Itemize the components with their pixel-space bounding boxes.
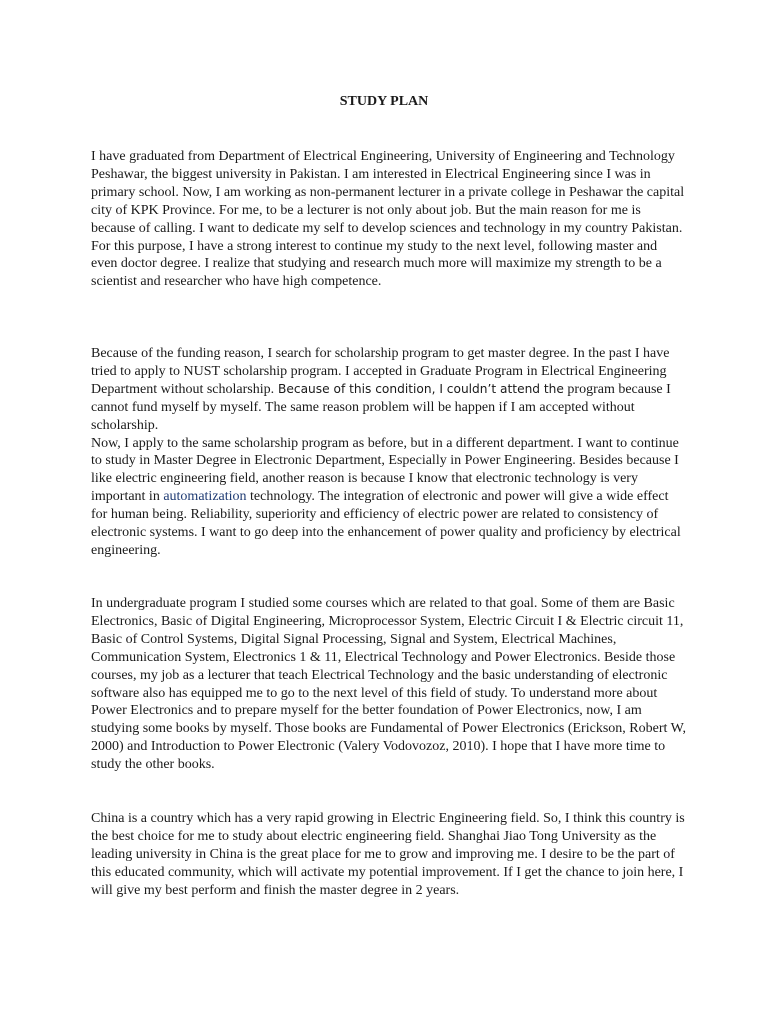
paragraph-courses: In undergraduate program I studied some courses which are related to that goal. Some of them are Basic Electronics, Basic of Digital Engineering, Microprocessor System, Electric Circuit I & Electric circuit 11, Basic of Control Systems, Digital Signal Processing, Signal and System, Electrical Machines, Communication System, Electronics 1 & 11, Electrical Technology and Power Electronics. Beside those courses, my job as a lecturer that teach Electrical Technology and the basic understanding of electronic software also has equipped me to go to the next level of this field of study. To understand more about Power Electronics and to prepare myself for the better foundation of Power Electronics, now, I am studying some books by myself. Those books are Fundamental of Power Electronics (Erickson, Robert W, 2000) and Introduction to Power Electronic (Valery Vodovozoz, 2010). I hope that I have more time to study the other books.	[91, 596, 687, 773]
paragraph-apply-part1: Now, I apply to the same scholarship program as before, but in a different department. I want to continue to study in Master Degree in Electronic Department, Especially in Power Engineering. Besides because I like electric engineering field, another reason is because I know that electronic technology is very important in	[91, 435, 679, 505]
paragraph-background: I have graduated from Department of Electrical Engineering, University of Engineering and Technology Peshawar, the biggest university in Pakistan. I am interested in Electrical Engineering since I was in primary school. Now, I am working as non-permanent lecturer in a private college in Peshawar the capital city of KPK Province. For me, to be a lecturer is not only about job. But the main reason for me is because of calling. I want to dedicate my self to develop sciences and technology in my country Pakistan. For this purpose, I have a strong interest to continue my study to the next level, following master and even doctor degree. I realize that studying and research much more will maximize my strength to be a scientist and researcher who have high competence.	[91, 149, 685, 290]
paragraph-apply	[91, 435, 687, 560]
paragraph-apply-part2: technology. The integration of electronic and power will give a wide effect for human being. Reliability, superiority and efficiency of electric power are related to consistency of electronic systems. I want to go deep into the enhancement of power quality and proficiency by electrical engineering.	[91, 489, 681, 558]
paragraph-apply-highlight: automatization	[163, 489, 247, 505]
paragraph-funding-part3: program because I cannot fund myself by myself. The same reason problem will be happen if I am accepted without scholarship.	[91, 381, 671, 433]
paragraph-funding-part1: Because of the funding reason, I search for scholarship program to get master degree. In the past I have tried to apply to NUST scholarship program. I accepted in Graduate Program in Electrical Engineering Department without scholarship.	[91, 346, 670, 397]
paragraph-china: China is a country which has a very rapid growing in Electric Engineering field. So, I think this country is the best choice for me to study about electric engineering field. Shanghai Jiao Tong University as the leading university in China is the great place for me to grow and improving me. I desire to be the part of this educated community, which will activate my potential improvement. If I get the chance to join here, I will give my best perform and finish the master degree in 2 years.	[91, 811, 685, 898]
paragraph-funding-part2: Because of this condition, I couldn’t attend the	[274, 381, 564, 396]
document-title: STUDY PLAN	[339, 94, 429, 109]
paragraph-funding	[91, 345, 687, 435]
paragraph-funding-block	[91, 345, 687, 560]
